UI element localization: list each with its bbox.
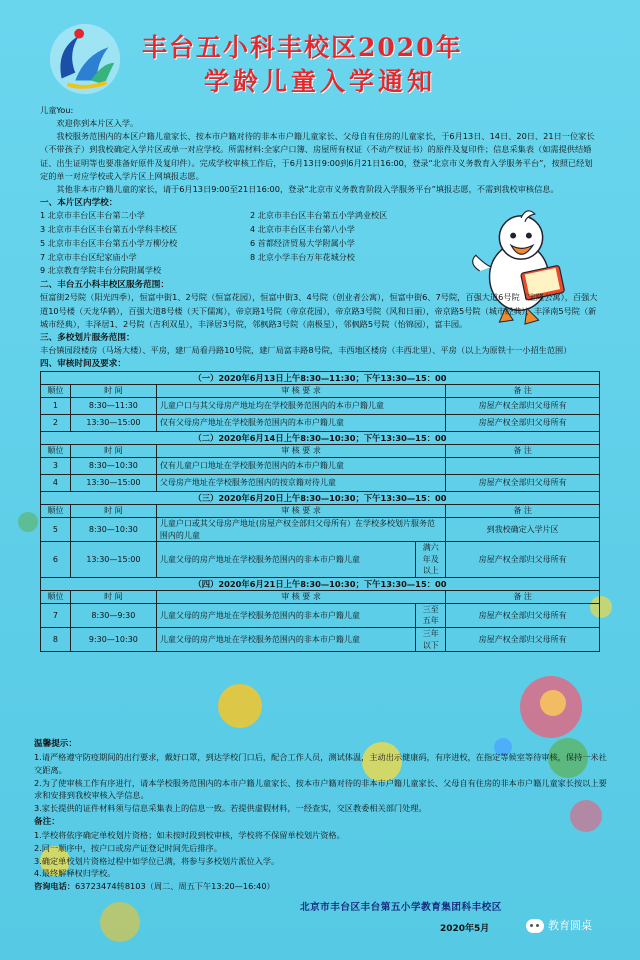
school-item: 6 首都经济贸易大学附属小学 [250, 237, 355, 248]
cell-order: 3 [41, 457, 71, 474]
cell-requirement: 儿童父母的房产地址在学校服务范围内的非本市户籍儿童 [156, 603, 415, 627]
decor-dot [100, 902, 140, 942]
cell-order: 6 [41, 542, 71, 578]
cell-requirement: 儿童户口与其父母房产地址均在学校服务范围内的本市户籍儿童 [156, 397, 445, 414]
tips-heading: 温馨提示： [34, 739, 77, 749]
cell-time: 13:30—15:00 [70, 542, 156, 578]
welcome-text: 欢迎你到本片区入学。 [56, 118, 139, 129]
table-row [41, 517, 600, 541]
block-title-cell: （四）2020年6月21日上午8:30—10:30；下午13:30—15：00 [41, 577, 600, 590]
block-title-cell: （二）2020年6月14日上午8:30—10:30；下午13:30—15：00 [41, 431, 600, 444]
table-row [41, 603, 600, 627]
column-header-requirement: 审 核 要 求 [156, 384, 445, 397]
column-header-order: 顺位 [41, 444, 71, 457]
column-header-requirement: 审 核 要 求 [156, 444, 445, 457]
footer-school-name: 北京市丰台区丰台第五小学教育集团科丰校区 [300, 902, 502, 913]
schedule-table [40, 371, 600, 652]
cell-time: 8:30—9:30 [70, 603, 156, 627]
column-header-requirement: 审 核 要 求 [156, 590, 445, 603]
table-row [41, 457, 600, 474]
table-row [41, 414, 600, 431]
schedule-block-title [41, 371, 600, 384]
wechat-account-name: 教育圆桌 [548, 919, 592, 932]
tip-item: 3.家长提供的证件材料须与信息采集表上的信息一致。若提供虚假材料，一经查实，交区教委相关部门处理。 [34, 803, 427, 814]
schedule-header-row [41, 590, 600, 603]
school-item: 4 北京市丰台区丰台第八小学 [250, 224, 355, 235]
column-header-requirement: 审 核 要 求 [156, 504, 445, 517]
table-row [41, 542, 600, 578]
table-row [41, 474, 600, 491]
section2-text: 恒富街2号院（阳光四季），恒富中街1、2号院（恒富花园），恒富中街3、4号院（创业者公寓），恒富中街6、7号院，百强大道6号院（宝隆公寓），百强大道10号楼（天龙华鹤），百强大道8号楼（天下儒寓），帝京路1号院（帝京花园），帝京路3号院（风和日丽），帝京路5号院（城市经典），丰泽南5号院（新城市经典），丰泽居1、2号院（吉利双星），丰泽居3号院，邻枫路3号院（南极星），邻枫路5号院（怡锦园），富丰园。 [40, 292, 598, 329]
block-title-cell: （三）2020年6月20日上午8:30—10:30；下午13:30—15：00 [41, 491, 600, 504]
school-item: 2 北京市丰台区丰台第五小学鸿业校区 [250, 210, 388, 221]
cell-note [446, 457, 600, 474]
table-row [41, 397, 600, 414]
cell-requirement: 仅有儿童户口地址在学校服务范围内的本市户籍儿童 [156, 457, 445, 474]
schedule-block-title [41, 577, 600, 590]
column-header-note: 备 注 [446, 444, 600, 457]
cell-requirement: 仅有父母房产地址在学校服务范围内的本市户籍儿童 [156, 414, 445, 431]
cell-time: 8:30—10:30 [70, 457, 156, 474]
column-header-order: 顺位 [41, 590, 71, 603]
cell-note: 房屋产权全部归父母所有 [446, 603, 600, 627]
school-item: 7 北京市丰台区纪家庙小学 [40, 251, 137, 262]
cell-order: 8 [41, 628, 71, 652]
block-title-cell: （一）2020年6月13日上午8:30—11:30；下午13:30—15：00 [41, 371, 600, 384]
column-header-time: 时 间 [70, 384, 156, 397]
section3-heading: 三、多校划片服务范围： [40, 332, 135, 343]
cell-requirement: 儿童父母的房产地址在学校服务范围内的非本市户籍儿童 [156, 628, 415, 652]
cell-order: 5 [41, 517, 71, 541]
cell-requirement: 父母房产地址在学校服务范围内的按京籍对待儿童 [156, 474, 445, 491]
column-header-time: 时 间 [70, 504, 156, 517]
intro-paragraph-1: 我校服务范围内的本区户籍儿童家长、按本市户籍对待的非本市户籍儿童家长、父母自有住房的儿童家长，于6月13日、14日、20日、21日一位家长（不带孩子）到我校确定入学片区或单一对应学校。所需材料:全家户口簿、房屋所有权证（不动产权证书）的原件及复印件；信息采集表（如需提供结婚证、出生证明等也要准备好原件及复印件）。完成学校审核工作后，于6月13日9:00到6月21日16:00，登录“北京市义务教育入学服务平台”，按照已经划定的单一对应学校或入学片区上网填报志愿。 [40, 131, 595, 181]
cell-time: 13:30—15:00 [70, 414, 156, 431]
cell-note: 房屋产权全部归父母所有 [446, 628, 600, 652]
notice-body [40, 104, 600, 652]
column-header-time: 时 间 [70, 444, 156, 457]
title-line-2: 学龄儿童入学通知 [204, 67, 437, 96]
school-item: 1 北京市丰台区丰台第二小学 [40, 210, 145, 221]
cell-time: 8:30—11:30 [70, 397, 156, 414]
column-header-note: 备 注 [446, 590, 600, 603]
section3-text: 丰台镇园段楼房（马场大楼）、平房，建厂局看丹路10号院，建厂局富丰路8号院，丰西地区楼房（丰西北里）、平房（以上为原铁十一小招生范围） [40, 345, 572, 356]
title-line-1: 丰台五小科丰校区2020年 [142, 33, 463, 62]
school-item: 9 北京教育学院丰台分院附属学校 [40, 265, 162, 276]
school-list [40, 210, 600, 277]
schedule-header-row [41, 504, 600, 517]
decor-dot [218, 684, 262, 728]
phone-value: 63723474转8103（周二、周五下午13:20—16:40） [74, 880, 275, 891]
school-logo [46, 20, 124, 98]
wechat-watermark [526, 918, 592, 934]
school-item: 8 北京小学丰台万年花城分校 [250, 251, 355, 262]
section4-heading: 四、审核时间及要求： [40, 359, 126, 370]
greeting: 儿童You: [40, 105, 74, 115]
cell-note: 房屋产权全部归父母所有 [446, 414, 600, 431]
cell-time: 13:30—15:00 [70, 474, 156, 491]
remark-item: 3.确定单校划片资格过程中如学位已满，将参与多校划片派位入学。 [34, 855, 280, 866]
section2-heading: 二、丰台五小科丰校区服务范围： [40, 280, 169, 290]
cell-residency-years: 三年以下 [416, 628, 446, 652]
table-row [41, 628, 600, 652]
cell-requirement: 儿童父母的房产地址在学校服务范围内的非本市户籍儿童 [156, 542, 415, 578]
section1-heading: 一、本片区内学校： [40, 197, 118, 208]
cell-time: 8:30—10:30 [70, 517, 156, 541]
column-header-time: 时 间 [70, 590, 156, 603]
cell-order: 2 [41, 414, 71, 431]
cell-note: 房屋产权全部归父母所有 [446, 542, 600, 578]
schedule-block-title [41, 431, 600, 444]
column-header-order: 顺位 [41, 504, 71, 517]
column-header-order: 顺位 [41, 384, 71, 397]
contact-line [34, 880, 614, 893]
cell-order: 1 [41, 397, 71, 414]
cell-residency-years: 满六年及以上 [416, 542, 446, 578]
remark-item: 4.最终解释权归学校。 [34, 868, 116, 879]
footer-date: 2020年5月 [440, 924, 490, 934]
cell-note: 房屋产权全部归父母所有 [446, 397, 600, 414]
notes-section [34, 737, 614, 893]
schedule-header-row [41, 444, 600, 457]
tip-item: 1.请严格遵守防疫期间的出行要求，戴好口罩，到达学校门口后，配合工作人员，测试体温，主动出示健康码，有序进校，在指定等候室等待审核，保持一米社交距离。 [34, 752, 607, 776]
wechat-icon [526, 919, 544, 933]
remark-item: 1.学校将依序确定单校划片资格；如未按时段到校审核，学校将不保留单校划片资格。 [34, 830, 345, 841]
cell-residency-years: 三至五年 [416, 603, 446, 627]
school-item: 3 北京市丰台区丰台第五小学科丰校区 [40, 224, 178, 235]
cell-note: 到我校确定入学片区 [446, 517, 600, 541]
tip-item: 2.为了使审核工作有序进行，请本学校服务范围内的本市户籍儿童家长、按本市户籍对待的非本市户籍儿童家长、父母自有住房的非本市户籍儿童家长按以上要求和安排到我校审核入学信息。 [34, 777, 607, 801]
decor-dot [540, 690, 566, 716]
intro-paragraph-2: 其他非本市户籍儿童的家长，请于6月13日9:00至21日16:00，登录“北京市义务教育阶段入学服务平台”填报志愿，不需到我校审核信息。 [56, 183, 559, 194]
cell-order: 4 [41, 474, 71, 491]
cell-requirement: 儿童户口或其父母房产地址(房屋产权全部归父母所有）在学校多校划片服务范围内的儿童 [156, 517, 445, 541]
remarks-heading: 备注： [34, 816, 60, 827]
schedule-block-title [41, 491, 600, 504]
schedule-header-row [41, 384, 600, 397]
cell-order: 7 [41, 603, 71, 627]
column-header-note: 备 注 [446, 504, 600, 517]
column-header-note: 备 注 [446, 384, 600, 397]
cell-time: 9:30—10:30 [70, 628, 156, 652]
school-item: 5 北京市丰台区丰台第五小学万柳分校 [40, 237, 178, 248]
cell-note: 房屋产权全部归父母所有 [446, 474, 600, 491]
remark-item: 2.同一顺序中，按户口或房产证登记时间先后排序。 [34, 842, 222, 853]
decor-dot [18, 512, 38, 532]
phone-label: 咨询电话： [34, 880, 75, 891]
